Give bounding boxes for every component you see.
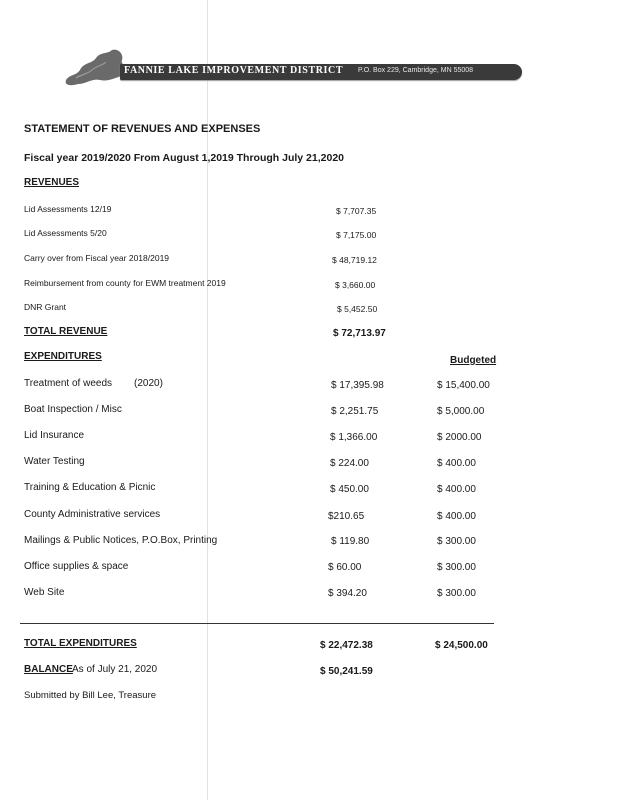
expense-label: Training & Education & Picnic bbox=[24, 482, 156, 493]
revenue-amount: $ 48,719.12 bbox=[332, 255, 377, 265]
total-expenditures-amount: $ 22,472.38 bbox=[320, 640, 373, 651]
expense-note: (2020) bbox=[134, 378, 163, 389]
revenue-amount: $ 3,660.00 bbox=[335, 280, 376, 290]
total-expenditures-label: TOTAL EXPENDITURES bbox=[24, 638, 137, 649]
expense-budget: $ 2000.00 bbox=[437, 432, 482, 443]
expense-amount: $ 450.00 bbox=[330, 484, 369, 495]
expense-budget: $ 400.00 bbox=[437, 458, 476, 469]
expense-label: Boat Inspection / Misc bbox=[24, 404, 122, 415]
expenditures-heading: EXPENDITURES bbox=[24, 351, 102, 362]
budgeted-heading: Budgeted bbox=[450, 355, 497, 366]
revenue-amount: $ 7,707.35 bbox=[336, 206, 377, 216]
expense-budget: $ 300.00 bbox=[437, 588, 476, 599]
total-budgeted-amount: $ 24,500.00 bbox=[435, 640, 488, 651]
expense-budget: $ 5,000.00 bbox=[437, 406, 485, 417]
balance-as-of: As of July 21, 2020 bbox=[72, 664, 158, 675]
expense-label: Treatment of weeds bbox=[24, 378, 113, 389]
expense-budget: $ 300.00 bbox=[437, 536, 476, 547]
revenue-amount: $ 5,452.50 bbox=[337, 304, 378, 314]
expense-label: Water Testing bbox=[24, 456, 85, 467]
submitted-by: Submitted by Bill Lee, Treasure bbox=[24, 690, 157, 701]
expense-label: Web Site bbox=[24, 587, 65, 598]
revenue-label: Reimbursement from county for EWM treatment 2019 bbox=[24, 278, 226, 288]
revenue-label: DNR Grant bbox=[24, 302, 67, 312]
organization-name: FANNIE LAKE IMPROVEMENT DISTRICT bbox=[124, 65, 344, 76]
expense-amount: $ 1,366.00 bbox=[330, 432, 378, 443]
organization-address: P.O. Box 229, Cambridge, MN 55008 bbox=[358, 67, 474, 74]
revenues-heading: REVENUES bbox=[24, 177, 80, 188]
letterhead bbox=[62, 44, 524, 94]
revenue-label: Carry over from Fiscal year 2018/2019 bbox=[24, 253, 170, 263]
expense-amount: $ 119.80 bbox=[331, 536, 370, 547]
statement-period: Fiscal year 2019/2020 From August 1,2019 Through July 21,2020 bbox=[24, 152, 345, 164]
expense-amount: $ 2,251.75 bbox=[331, 406, 379, 417]
statement-title: STATEMENT OF REVENUES AND EXPENSES bbox=[24, 123, 261, 135]
expense-label: Mailings & Public Notices, P.O.Box, Printing bbox=[24, 535, 218, 546]
expense-amount: $ 17,395.98 bbox=[331, 380, 384, 391]
balance-label: BALANCE bbox=[24, 664, 73, 675]
balance-amount: $ 50,241.59 bbox=[320, 666, 373, 677]
expense-amount: $ 60.00 bbox=[328, 562, 362, 573]
totals-divider bbox=[20, 623, 494, 624]
revenue-amount: $ 7,175.00 bbox=[336, 230, 377, 240]
expense-budget: $ 15,400.00 bbox=[437, 380, 490, 391]
expense-amount: $ 224.00 bbox=[330, 458, 369, 469]
page-fold-line bbox=[207, 0, 208, 800]
expense-amount: $ 394.20 bbox=[328, 588, 367, 599]
expense-label: Office supplies & space bbox=[24, 561, 129, 572]
revenue-label: Lid Assessments 5/20 bbox=[24, 228, 107, 238]
total-revenue-amount: $ 72,713.97 bbox=[333, 328, 386, 339]
expense-budget: $ 400.00 bbox=[437, 511, 476, 522]
expense-budget: $ 400.00 bbox=[437, 484, 476, 495]
total-revenue-label: TOTAL REVENUE bbox=[24, 326, 108, 337]
expense-budget: $ 300.00 bbox=[437, 562, 476, 573]
expense-amount: $210.65 bbox=[328, 511, 365, 522]
expense-label: Lid Insurance bbox=[24, 430, 85, 441]
revenue-label: Lid Assessments 12/19 bbox=[24, 204, 112, 214]
expense-label: County Administrative services bbox=[24, 509, 161, 520]
